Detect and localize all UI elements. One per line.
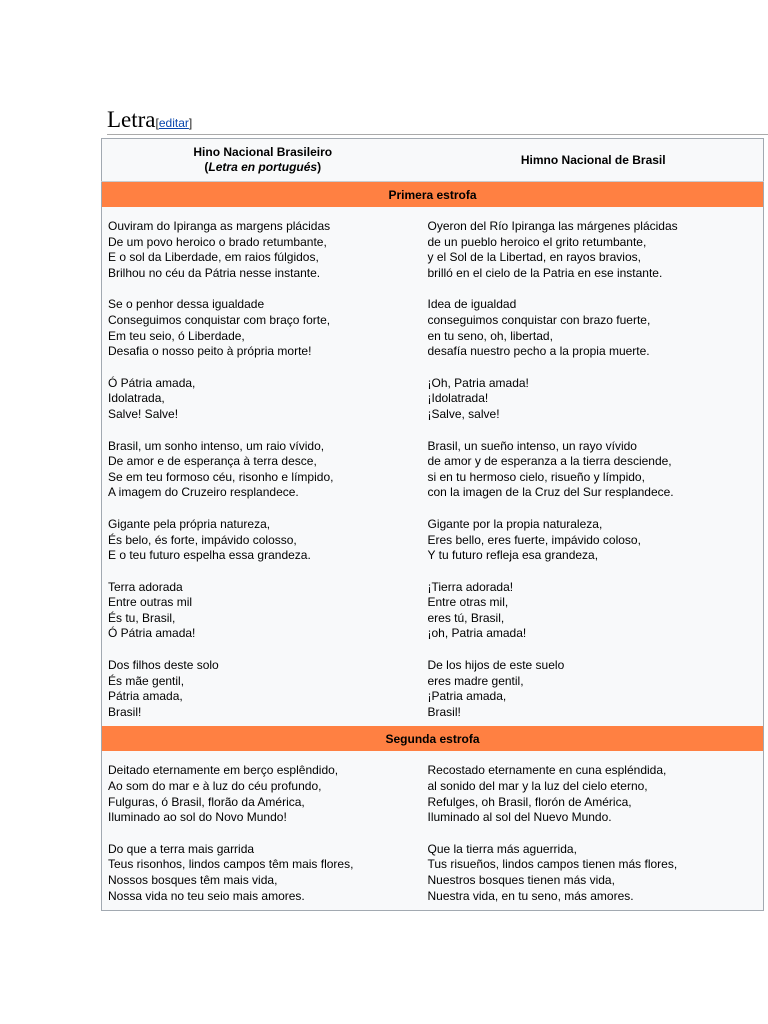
lyric-line: ¡Tierra adorada! [427, 579, 514, 594]
lyric-line: eres madre gentil, [427, 673, 524, 688]
lyric-line: És mãe gentil, [108, 673, 185, 688]
section-header: Primera estrofa [102, 182, 764, 208]
lyric-line: Gigante pela própria natureza, [108, 516, 271, 531]
lyric-line: Brilhou no céu da Pátria nesse instante. [108, 265, 321, 280]
lyrics-portuguese [102, 751, 424, 910]
stanza [108, 297, 420, 359]
lyric-line: Entre otras mil, [427, 595, 509, 610]
lyric-line: Fulguras, ó Brasil, florão da América, [108, 794, 305, 809]
lyric-line: ¡Salve, salve! [427, 406, 500, 421]
stanza [108, 439, 420, 501]
lyrics-spanish [424, 751, 764, 910]
lyric-line: Nossa vida no teu seio mais amores. [108, 888, 305, 903]
edit-bracket-close: ] [188, 116, 193, 130]
lyric-line: y el Sol de la Libertad, en rayos bravios, [427, 250, 641, 265]
edit-link[interactable]: editar [158, 116, 189, 130]
section-header-row [102, 726, 764, 751]
stanza [428, 297, 760, 359]
lyric-line: És tu, Brasil, [108, 610, 176, 625]
stanza [428, 219, 760, 281]
column-header-portuguese-title: Hino Nacional Brasileiro [193, 145, 333, 159]
column-header-portuguese [102, 139, 424, 182]
stanza [108, 219, 420, 281]
column-header-spanish: Himno Nacional de Brasil [424, 139, 764, 182]
lyric-line: Conseguimos conquistar com braço forte, [108, 312, 331, 327]
lyric-line: Brasil, un sueño intenso, un rayo vívido [427, 438, 637, 453]
section-title: Letra [107, 107, 156, 132]
stanza [428, 517, 760, 564]
lyric-line: De um povo heroico o brado retumbante, [108, 234, 327, 249]
lyrics-spanish [424, 207, 764, 726]
section-header-row [102, 182, 764, 208]
lyric-line: E o sol da Liberdade, em raios fúlgidos, [108, 250, 319, 265]
lyric-line: desafía nuestro pecho a la propia muerte. [427, 344, 650, 359]
lyric-line: Tus risueños, lindos campos tienen más flores, [427, 857, 678, 872]
lyric-line: ¡Oh, Patria amada! [427, 375, 529, 390]
lyric-line: Deitado eternamente em berço esplêndido, [108, 763, 339, 778]
lyric-line: Do que a terra mais garrida [108, 841, 255, 856]
lyric-line: Ó Pátria amada, [108, 375, 196, 390]
lyric-line: Gigante por la propia naturaleza, [427, 516, 603, 531]
stanza [428, 842, 760, 904]
lyric-line: Eres bello, eres fuerte, impávido coloso, [427, 532, 641, 547]
anthem-table [101, 138, 764, 911]
stanza [108, 517, 420, 564]
stanza [108, 580, 420, 642]
lyrics-row [102, 751, 764, 910]
lyric-line: Ao som do mar e à luz do céu profundo, [108, 779, 322, 794]
lyric-line: Que la tierra más aguerrida, [427, 841, 577, 856]
lyric-line: Ouviram do Ipiranga as margens plácidas [108, 219, 331, 233]
lyric-line: Nossos bosques têm mais vida, [108, 873, 278, 887]
lyric-line: eres tú, Brasil, [427, 610, 505, 625]
lyric-line: Ó Pátria amada! [108, 626, 196, 641]
lyric-line: Se o penhor dessa igualdade [108, 297, 265, 312]
lyric-line: en tu seno, oh, libertad, [427, 328, 553, 343]
lyric-line: De los hijos de este suelo [427, 658, 565, 673]
lyric-line: Brasil! [427, 704, 461, 719]
lyric-line: Salve! Salve! [108, 406, 179, 421]
lyric-line: Dos filhos deste solo [108, 658, 219, 673]
lyric-line: Recostado eternamente en cuna espléndida, [427, 763, 667, 778]
column-header-portuguese-subtitle: (Letra en portugués) [204, 160, 322, 174]
lyric-line: con la imagen de la Cruz del Sur resplandece. [427, 485, 674, 500]
lyric-line: de amor y de esperanza a la tierra desciende, [427, 454, 672, 469]
lyric-line: ¡Idolatrada! [427, 391, 489, 406]
lyric-line: Desafia o nosso peito à própria morte! [108, 344, 312, 359]
lyric-line: Em teu seio, ó Liberdade, [108, 328, 245, 343]
lyrics-portuguese [102, 207, 424, 726]
stanza [428, 376, 760, 423]
lyrics-row [102, 207, 764, 726]
lyric-line: si en tu hermoso cielo, risueño y límpido, [427, 469, 645, 484]
lyric-line: Entre outras mil [108, 595, 193, 610]
lyric-line: Nuestros bosques tienen más vida, [427, 873, 615, 887]
lyric-line: De amor e de esperança à terra desce, [108, 454, 317, 469]
lyric-line: al sonido del mar y la luz del cielo eterno, [427, 779, 648, 794]
stanza [428, 763, 760, 825]
lyric-line: conseguimos conquistar con brazo fuerte, [427, 312, 651, 327]
lyric-line: Se em teu formoso céu, risonho e límpido, [108, 469, 334, 484]
lyric-line: Pátria amada, [108, 689, 183, 704]
stanza [108, 842, 420, 904]
edit-bracket-open: [ [155, 116, 159, 130]
lyric-line: E o teu futuro espelha essa grandeza. [108, 548, 311, 563]
lyric-line: Nuestra vida, en tu seno, más amores. [427, 888, 634, 903]
lyric-line: A imagem do Cruzeiro resplandece. [108, 485, 299, 500]
lyric-line: de un pueblo heroico el grito retumbante, [427, 234, 647, 249]
column-header-row [102, 139, 764, 182]
lyric-line: brilló en el cielo de la Patria en ese instante. [427, 265, 663, 280]
section-header: Segunda estrofa [102, 726, 764, 751]
section-heading [107, 107, 768, 135]
stanza [428, 658, 760, 720]
lyric-line: Y tu futuro refleja esa grandeza, [427, 548, 599, 563]
stanza [108, 763, 420, 825]
lyric-line: Iluminado al sol del Nuevo Mundo. [427, 810, 612, 825]
stanza [428, 580, 760, 642]
lyric-line: Iluminado ao sol do Novo Mundo! [108, 810, 287, 825]
stanza [108, 658, 420, 720]
lyric-line: Brasil! [108, 704, 142, 719]
lyric-line: Terra adorada [108, 579, 183, 594]
lyric-line: És belo, és forte, impávido colosso, [108, 532, 297, 547]
lyric-line: Refulges, oh Brasil, florón de América, [427, 794, 632, 809]
edit-section [156, 116, 193, 130]
lyric-line: ¡oh, Patria amada! [427, 626, 527, 641]
lyric-line: Oyeron del Río Ipiranga las márgenes plácidas [427, 219, 678, 233]
lyric-line: Idolatrada, [108, 391, 165, 406]
lyric-line: Brasil, um sonho intenso, um raio vívido, [108, 438, 325, 453]
lyric-line: Teus risonhos, lindos campos têm mais flores, [108, 857, 354, 872]
lyric-line: ¡Patria amada, [427, 689, 507, 704]
stanza [108, 376, 420, 423]
lyric-line: Idea de igualdad [427, 297, 517, 312]
stanza [428, 439, 760, 501]
